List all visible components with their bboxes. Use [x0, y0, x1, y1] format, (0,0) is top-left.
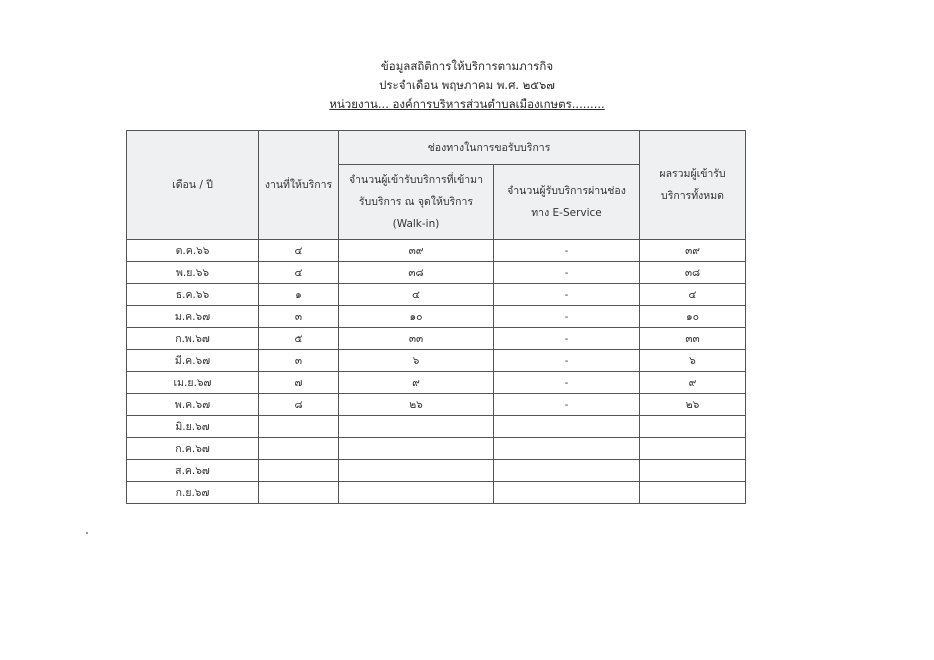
header-eservice: จำนวนผู้รับบริการผ่านช่องทาง E-Service — [494, 165, 640, 240]
statistics-table — [126, 130, 746, 504]
table-row — [127, 262, 746, 284]
cell-walkin: ๓๙ — [339, 240, 494, 262]
cell-total: ๓๙ — [640, 240, 746, 262]
cell-month: ก.พ.๖๗ — [127, 328, 259, 350]
cell-service — [259, 416, 339, 438]
cell-eservice: - — [494, 306, 640, 328]
cell-month: ก.ย.๖๗ — [127, 482, 259, 504]
cell-walkin: ๒๖ — [339, 394, 494, 416]
cell-eservice: - — [494, 394, 640, 416]
cell-total — [640, 416, 746, 438]
cell-service: ๔ — [259, 262, 339, 284]
table-row — [127, 240, 746, 262]
header-service: งานที่ให้บริการ — [259, 131, 339, 240]
cell-service — [259, 482, 339, 504]
cell-eservice — [494, 460, 640, 482]
document-subtitle-agency: หน่วยงาน... องค์การบริหารส่วนตำบลเมืองเกษตร......... — [329, 97, 605, 111]
cell-eservice: - — [494, 372, 640, 394]
cell-month: ก.ค.๖๗ — [127, 438, 259, 460]
document-subtitle-month: ประจำเดือน พฤษภาคม พ.ศ. ๒๕๖๗ — [379, 78, 555, 92]
header-channels: ช่องทางในการขอรับบริการ — [339, 131, 640, 165]
cell-total: ๓๓ — [640, 328, 746, 350]
cell-service — [259, 460, 339, 482]
cell-walkin: ๖ — [339, 350, 494, 372]
scan-speck — [86, 532, 88, 534]
cell-eservice: - — [494, 284, 640, 306]
cell-walkin — [339, 416, 494, 438]
cell-service: ๓ — [259, 306, 339, 328]
cell-total: ๑๐ — [640, 306, 746, 328]
cell-total — [640, 482, 746, 504]
cell-month: พ.ค.๖๗ — [127, 394, 259, 416]
cell-month: พ.ย.๖๖ — [127, 262, 259, 284]
table-row — [127, 328, 746, 350]
cell-eservice: - — [494, 240, 640, 262]
table-row — [127, 416, 746, 438]
table-row — [127, 306, 746, 328]
cell-month: ต.ค.๖๖ — [127, 240, 259, 262]
table-row — [127, 372, 746, 394]
cell-total — [640, 460, 746, 482]
cell-eservice — [494, 438, 640, 460]
cell-month: เม.ย.๖๗ — [127, 372, 259, 394]
cell-eservice: - — [494, 328, 640, 350]
cell-month: ส.ค.๖๗ — [127, 460, 259, 482]
table-row — [127, 460, 746, 482]
cell-eservice — [494, 416, 640, 438]
table-row — [127, 438, 746, 460]
cell-total: ๒๖ — [640, 394, 746, 416]
cell-total: ๓๘ — [640, 262, 746, 284]
cell-total: ๔ — [640, 284, 746, 306]
cell-walkin: ๙ — [339, 372, 494, 394]
table-row — [127, 394, 746, 416]
cell-walkin: ๔ — [339, 284, 494, 306]
cell-service: ๓ — [259, 350, 339, 372]
header-total: ผลรวมผู้เข้ารับบริการทั้งหมด — [640, 131, 746, 240]
cell-month: มี.ค.๖๗ — [127, 350, 259, 372]
cell-service: ๑ — [259, 284, 339, 306]
cell-service — [259, 438, 339, 460]
header-walkin: จำนวนผู้เข้ารับบริการที่เข้ามารับบริการ ณ จุดให้บริการ (Walk-in) — [339, 165, 494, 240]
cell-walkin: ๓๘ — [339, 262, 494, 284]
cell-walkin — [339, 438, 494, 460]
cell-eservice: - — [494, 350, 640, 372]
cell-walkin — [339, 482, 494, 504]
cell-total — [640, 438, 746, 460]
cell-walkin: ๑๐ — [339, 306, 494, 328]
cell-month: ธ.ค.๖๖ — [127, 284, 259, 306]
cell-service: ๘ — [259, 394, 339, 416]
cell-eservice — [494, 482, 640, 504]
cell-month: ม.ค.๖๗ — [127, 306, 259, 328]
table-row — [127, 284, 746, 306]
cell-service: ๕ — [259, 328, 339, 350]
table-row — [127, 350, 746, 372]
cell-total: ๖ — [640, 350, 746, 372]
table-row — [127, 482, 746, 504]
document-title: ข้อมูลสถิติการให้บริการตามภารกิจ — [380, 59, 554, 73]
cell-month: มิ.ย.๖๗ — [127, 416, 259, 438]
cell-service: ๗ — [259, 372, 339, 394]
cell-eservice: - — [494, 262, 640, 284]
cell-walkin — [339, 460, 494, 482]
cell-service: ๔ — [259, 240, 339, 262]
cell-total: ๙ — [640, 372, 746, 394]
cell-walkin: ๓๓ — [339, 328, 494, 350]
header-month: เดือน / ปี — [127, 131, 259, 240]
